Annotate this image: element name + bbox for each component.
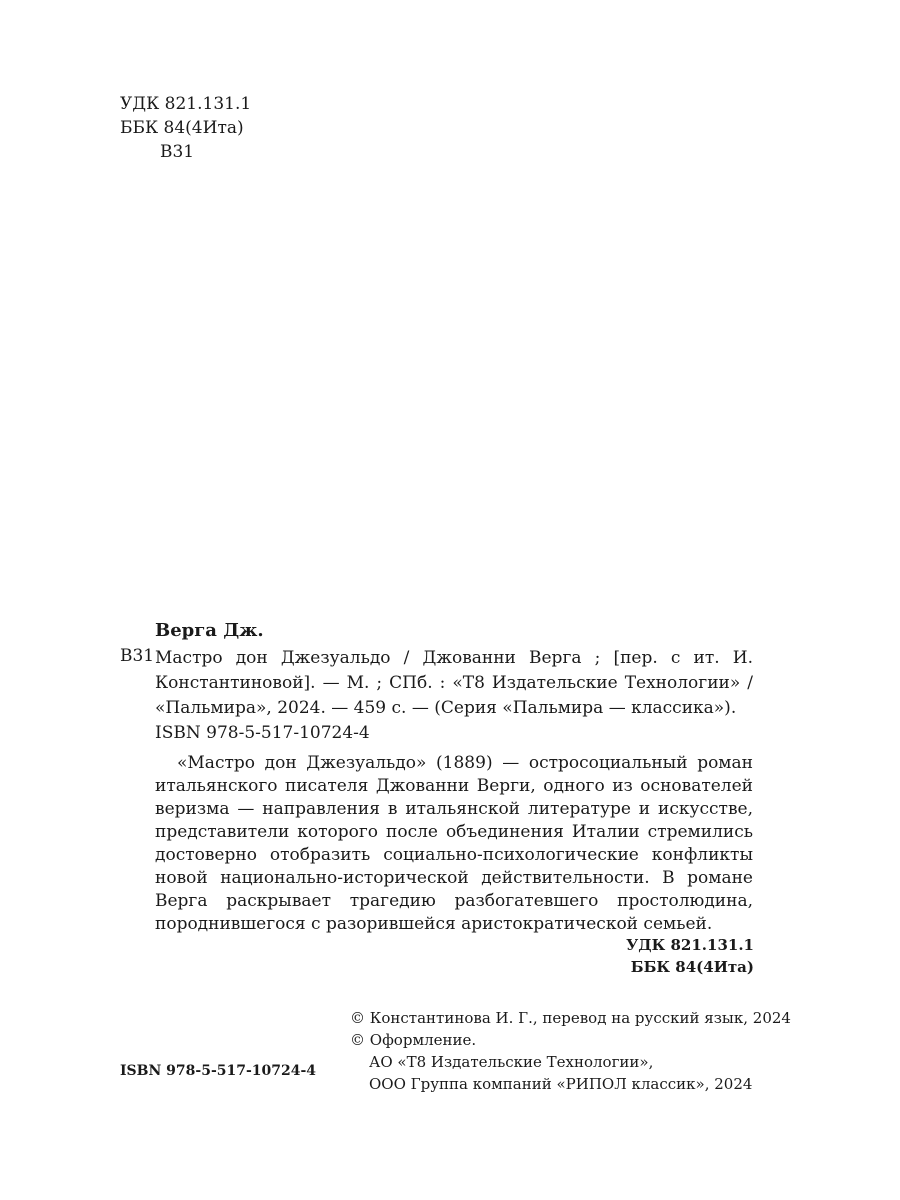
bbk-code-bottom: ББК 84(4Ита) [630, 958, 754, 976]
classification-codes-bottom [626, 934, 754, 978]
bibliographic-text: Мастро дон Джезуальдо / Джованни Верга ; [пер. с ит. И. Константиновой]. — М. ; СПб. : «Т8 Издательские Технологии» / «Пальмира», 2024. — 459 с. — (Серия «Пальмира — классика»). [155, 648, 753, 718]
udk-code-bottom: УДК 821.131.1 [626, 936, 754, 954]
isbn-bottom: ISBN 978-5-517-10724-4 [120, 1063, 317, 1079]
author-mark: В31 [160, 142, 195, 162]
annotation-paragraph: «Мастро дон Джезуальдо» (1889) — остросоциальный роман итальянского писателя Джованни Верги, одного из основателей веризма — направления в итальянской литературе и искусстве, представители которого после объединения Италии стремились достоверно отобразить социально-психологические конфликты новой национально-исторической действительности. В романе Верга раскрывает трагедию разбогатевшего простолюдина, породнившегося с разорившейся аристократической семьей. [155, 753, 753, 934]
copyright-translation: © Константинова И. Г., перевод на русский язык, 2024 [350, 1009, 791, 1027]
bibliographic-description [155, 646, 753, 746]
author-heading: Верга Дж. [155, 620, 264, 641]
copyright-publisher-2: ООО Группа компаний «РИПОЛ классик», 2024 [369, 1075, 753, 1093]
copyright-publisher-1: АО «Т8 Издательские Технологии», [369, 1053, 654, 1071]
classification-codes-top [120, 92, 251, 164]
author-mark-left: В31 [120, 646, 155, 666]
copyright-design: © Оформление. [350, 1031, 477, 1049]
isbn-line: ISBN 978-5-517-10724-4 [155, 723, 370, 743]
copyright-block [350, 1007, 791, 1095]
udk-code: УДК 821.131.1 [120, 94, 252, 114]
bbk-code: ББК 84(4Ита) [120, 118, 244, 138]
